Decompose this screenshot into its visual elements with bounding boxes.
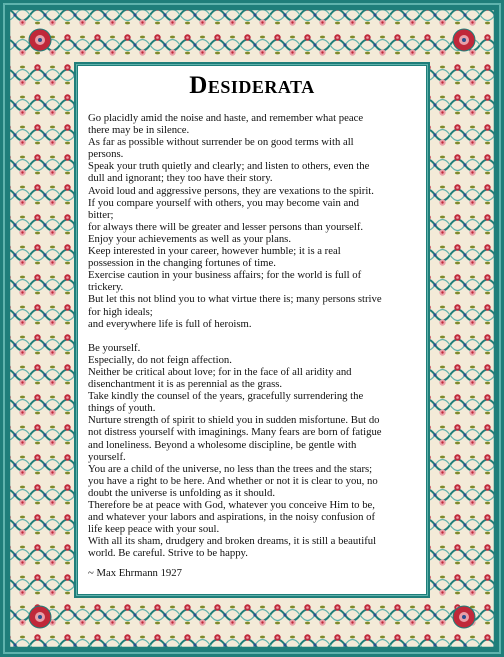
poem-line: dull and ignorant; they too have their story. bbox=[88, 172, 273, 185]
poem-line: world. Be careful. Strive to be happy. bbox=[88, 547, 248, 560]
poem-line: there may be in silence. bbox=[88, 124, 190, 137]
poem-line: Exercise caution in your business affairs; for the world is full of bbox=[88, 269, 362, 282]
text-panel bbox=[78, 66, 426, 594]
poem-line: As far as possible without surrender be on good terms with all bbox=[88, 136, 354, 149]
poem-line: disenchantment it is as perennial as the grass. bbox=[88, 378, 283, 391]
poem-line: life keep peace with your soul. bbox=[88, 523, 220, 536]
poem-line: Be yourself. bbox=[88, 341, 141, 354]
poem-line: If you compare yourself with others, you may become vain and bbox=[88, 196, 359, 209]
poem-line: Go placidly amid the noise and haste, and remember what peace bbox=[88, 112, 364, 124]
poem-line: trickery. bbox=[88, 281, 124, 294]
poem-line: But let this not blind you to what virtue there is; many persons strive bbox=[88, 293, 382, 306]
document-title: Desiderata bbox=[189, 72, 315, 99]
poem-line: things of youth. bbox=[88, 402, 156, 415]
poem-line: Speak your truth quietly and clearly; and listen to others, even the bbox=[88, 160, 370, 173]
poem-line: Keep interested in your career, however humble; it is a real bbox=[88, 245, 341, 258]
poem-line: Take kindly the counsel of the years, gracefully surrendering the bbox=[88, 390, 364, 403]
poem-line: doubt the universe is unfolding as it should. bbox=[88, 486, 276, 499]
poem-line: yourself. bbox=[88, 450, 126, 463]
poem-line: With all its sham, drudgery and broken dreams, it is still a beautiful bbox=[88, 535, 377, 548]
poem-line: possession in the changing fortunes of time. bbox=[88, 257, 276, 270]
poem-line: for high ideals; bbox=[88, 305, 153, 318]
poem-line: you have a right to be here. And whether or not it is clear to you, no bbox=[88, 474, 378, 487]
poem-line: Avoid loud and aggressive persons, they are vexations to the spirit. bbox=[88, 184, 374, 197]
poem-line: and whatever your labors and aspirations, in the noisy confusion of bbox=[88, 511, 376, 524]
poem-line: Therefore be at peace with God, whatever you conceive Him to be, bbox=[88, 499, 375, 511]
stanza-gap bbox=[88, 330, 426, 342]
poem-line: and everywhere life is full of heroism. bbox=[88, 317, 252, 330]
poem-line: for always there will be greater and lesser persons than yourself. bbox=[88, 220, 364, 233]
poem-line: persons. bbox=[88, 148, 124, 161]
poem-line: bitter; bbox=[88, 208, 114, 221]
author-signature: ~ Max Ehrmann 1927 bbox=[88, 567, 182, 579]
poem-line: Neither be critical about love; for in the face of all aridity and bbox=[88, 365, 352, 378]
poem-line: not distress yourself with imaginings. Many fears are born of fatigue bbox=[88, 426, 382, 439]
poem-line: Enjoy your achievements as well as your plans. bbox=[88, 232, 292, 245]
poem-line: You are a child of the universe, no less than the trees and the stars; bbox=[88, 462, 373, 475]
poem-line: Especially, do not feign affection. bbox=[88, 353, 232, 366]
poem-body bbox=[88, 112, 426, 559]
poem-line: and loneliness. Beyond a wholesome discipline, be gentle with bbox=[88, 438, 357, 451]
poem-line: Nurture strength of spirit to shield you in sudden misfortune. But do bbox=[88, 414, 380, 427]
